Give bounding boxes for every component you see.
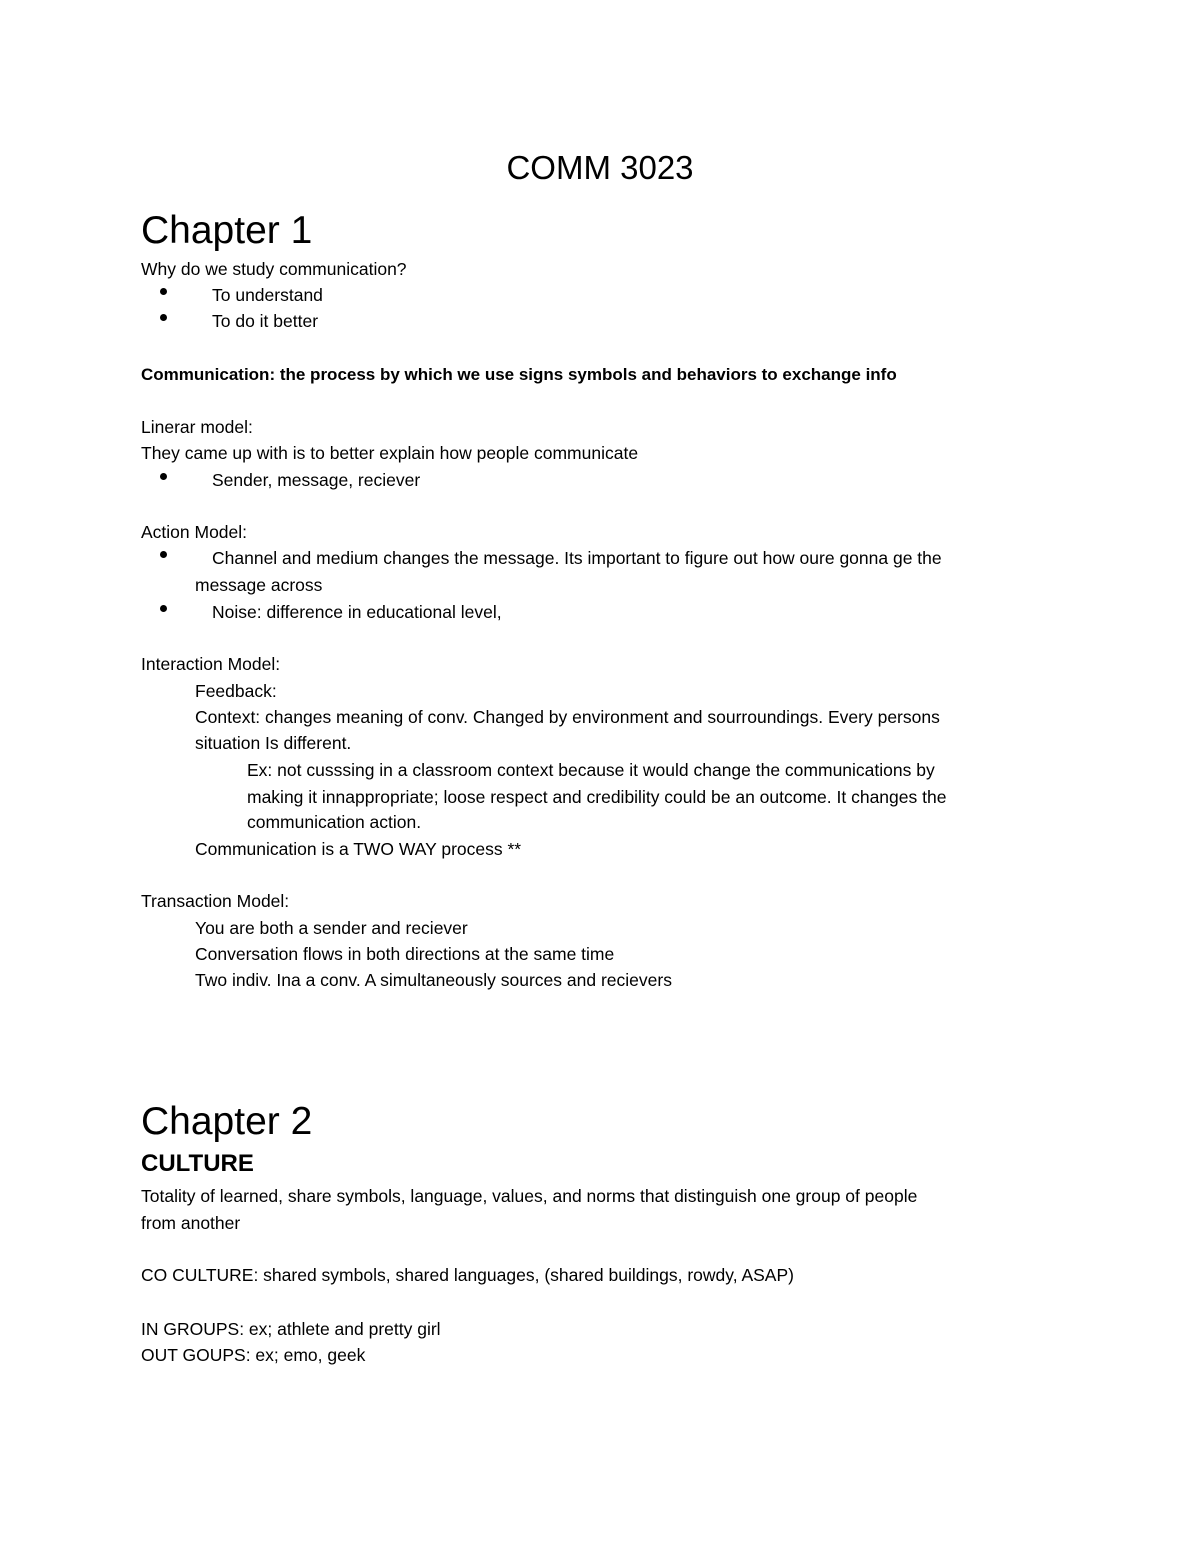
interaction-model-heading: Interaction Model:	[141, 654, 281, 674]
interaction-context: Context: changes meaning of conv. Changed by environment and sourroundings. Every persons	[195, 707, 940, 727]
bullet-icon	[160, 551, 167, 558]
action-model-bullet-1-cont: message across	[195, 575, 323, 595]
interaction-two-way: Communication is a TWO WAY process **	[195, 839, 522, 859]
linear-model-bullet: Sender, message, reciever	[212, 470, 421, 490]
in-groups: IN GROUPS: ex; athlete and pretty girl	[141, 1319, 441, 1339]
linear-model-desc: They came up with is to better explain how people communicate	[141, 443, 639, 463]
out-groups: OUT GOUPS: ex; emo, geek	[141, 1345, 366, 1365]
action-model-heading: Action Model:	[141, 522, 248, 542]
transaction-line: Conversation flows in both directions at the same time	[195, 944, 615, 964]
transaction-line: You are both a sender and reciever	[195, 918, 468, 938]
bullet-icon	[160, 605, 167, 612]
reason-item: To understand	[212, 285, 323, 305]
transaction-line: Two indiv. Ina a conv. A simultaneously sources and recievers	[195, 970, 672, 990]
linear-model-heading: Linerar model:	[141, 417, 253, 437]
communication-definition: Communication: the process by which we use signs symbols and behaviors to exchange info	[141, 365, 897, 384]
bullet-icon	[160, 314, 167, 321]
bullet-icon	[160, 473, 167, 480]
interaction-example-cont: making it innappropriate; loose respect and credibility could be an outcome. It changes the	[247, 787, 947, 807]
action-model-bullet-2: Noise: difference in educational level,	[212, 602, 502, 622]
bullet-icon	[160, 288, 167, 295]
culture-definition: Totality of learned, share symbols, language, values, and norms that distinguish one group of people	[141, 1186, 918, 1206]
chapter-2-heading: Chapter 2	[141, 1100, 313, 1143]
transaction-model-heading: Transaction Model:	[141, 891, 290, 911]
interaction-example: Ex: not cusssing in a classroom context because it would change the communications by	[247, 760, 935, 780]
culture-definition-cont: from another	[141, 1213, 241, 1233]
document-title: COMM 3023	[506, 149, 694, 186]
interaction-example-cont: communication action.	[247, 812, 422, 832]
reason-item: To do it better	[212, 311, 319, 331]
co-culture: CO CULTURE: shared symbols, shared languages, (shared buildings, rowdy, ASAP)	[141, 1265, 794, 1285]
culture-heading: CULTURE	[141, 1150, 254, 1177]
interaction-context-cont: situation Is different.	[195, 733, 352, 753]
study-question: Why do we study communication?	[141, 259, 407, 279]
action-model-bullet-1: Channel and medium changes the message. Its important to figure out how oure gonna ge the	[212, 548, 942, 568]
interaction-feedback: Feedback:	[195, 681, 277, 701]
chapter-1-heading: Chapter 1	[141, 209, 313, 252]
